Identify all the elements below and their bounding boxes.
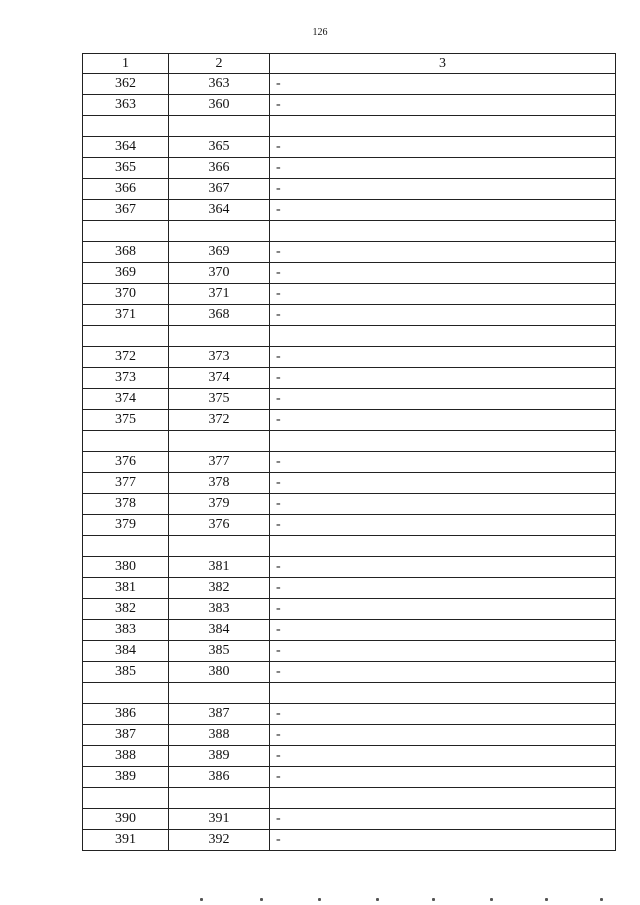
- cell-col-2: 372: [169, 410, 270, 431]
- cell-col-2: 363: [169, 74, 270, 95]
- column-header-1: 1: [83, 54, 169, 74]
- table-row: [83, 158, 616, 179]
- table-row: [83, 326, 616, 347]
- table-row: [83, 410, 616, 431]
- cell-col-2: 384: [169, 620, 270, 641]
- table-row: [83, 347, 616, 368]
- cell-col-3: -: [270, 830, 616, 851]
- table-row: [83, 200, 616, 221]
- cell-col-3: -: [270, 200, 616, 221]
- cell-col-3: -: [270, 347, 616, 368]
- cell-col-1: [83, 536, 169, 557]
- cell-col-2: 373: [169, 347, 270, 368]
- cell-col-3: -: [270, 74, 616, 95]
- cell-col-3: -: [270, 746, 616, 767]
- cell-col-3: [270, 326, 616, 347]
- cell-col-1: 375: [83, 410, 169, 431]
- cell-col-3: -: [270, 494, 616, 515]
- cell-col-1: 372: [83, 347, 169, 368]
- cell-col-3: [270, 116, 616, 137]
- table-row: [83, 620, 616, 641]
- cell-col-1: 371: [83, 305, 169, 326]
- cell-col-1: 365: [83, 158, 169, 179]
- cell-col-2: [169, 536, 270, 557]
- cell-col-3: -: [270, 284, 616, 305]
- table-row: [83, 179, 616, 200]
- cell-col-2: 375: [169, 389, 270, 410]
- cell-col-2: 367: [169, 179, 270, 200]
- cell-col-3: -: [270, 263, 616, 284]
- cell-col-2: 386: [169, 767, 270, 788]
- table-row: [83, 725, 616, 746]
- table-row: [83, 599, 616, 620]
- cell-col-2: 364: [169, 200, 270, 221]
- cell-col-1: 384: [83, 641, 169, 662]
- cell-col-3: -: [270, 620, 616, 641]
- cell-col-3: -: [270, 578, 616, 599]
- cell-col-1: 370: [83, 284, 169, 305]
- cell-col-2: [169, 431, 270, 452]
- table-row: [83, 494, 616, 515]
- footer-scan-marks: [200, 898, 620, 902]
- cell-col-1: 369: [83, 263, 169, 284]
- column-header-3: 3: [270, 54, 616, 74]
- cell-col-1: 377: [83, 473, 169, 494]
- cell-col-2: [169, 326, 270, 347]
- cell-col-2: 360: [169, 95, 270, 116]
- cell-col-3: -: [270, 515, 616, 536]
- cell-col-2: 376: [169, 515, 270, 536]
- cell-col-3: -: [270, 389, 616, 410]
- cell-col-2: [169, 683, 270, 704]
- cell-col-2: 365: [169, 137, 270, 158]
- cell-col-3: -: [270, 473, 616, 494]
- cell-col-2: 374: [169, 368, 270, 389]
- cell-col-2: 371: [169, 284, 270, 305]
- cell-col-3: -: [270, 725, 616, 746]
- cell-col-2: 389: [169, 746, 270, 767]
- table-row: [83, 578, 616, 599]
- table-row: [83, 368, 616, 389]
- cell-col-2: 369: [169, 242, 270, 263]
- cell-col-3: [270, 788, 616, 809]
- table-row: [83, 389, 616, 410]
- cell-col-2: [169, 788, 270, 809]
- cell-col-3: -: [270, 242, 616, 263]
- table-row: [83, 95, 616, 116]
- cell-col-2: 387: [169, 704, 270, 725]
- table-row: [83, 641, 616, 662]
- cell-col-1: 387: [83, 725, 169, 746]
- table-row: [83, 536, 616, 557]
- cell-col-2: 392: [169, 830, 270, 851]
- cell-col-2: 366: [169, 158, 270, 179]
- cell-col-3: -: [270, 410, 616, 431]
- table-row: [83, 305, 616, 326]
- table-row: [83, 263, 616, 284]
- cell-col-1: 385: [83, 662, 169, 683]
- cell-col-2: 381: [169, 557, 270, 578]
- cell-col-1: 391: [83, 830, 169, 851]
- cell-col-1: 376: [83, 452, 169, 473]
- cell-col-1: 389: [83, 767, 169, 788]
- cell-col-3: -: [270, 95, 616, 116]
- cell-col-1: 383: [83, 620, 169, 641]
- cell-col-3: [270, 431, 616, 452]
- cell-col-1: [83, 326, 169, 347]
- cell-col-3: -: [270, 368, 616, 389]
- table-row: [83, 473, 616, 494]
- cell-col-2: 379: [169, 494, 270, 515]
- table-row: [83, 704, 616, 725]
- cell-col-2: 388: [169, 725, 270, 746]
- table-row: [83, 137, 616, 158]
- cell-col-2: 368: [169, 305, 270, 326]
- cell-col-1: 382: [83, 599, 169, 620]
- table-row: [83, 662, 616, 683]
- page-number: 126: [312, 27, 328, 38]
- cell-col-2: 382: [169, 578, 270, 599]
- cell-col-2: 385: [169, 641, 270, 662]
- cell-col-2: 391: [169, 809, 270, 830]
- cell-col-1: [83, 431, 169, 452]
- cell-col-2: [169, 221, 270, 242]
- table-row: [83, 683, 616, 704]
- cell-col-2: [169, 116, 270, 137]
- cell-col-2: 378: [169, 473, 270, 494]
- table-row: [83, 74, 616, 95]
- cell-col-1: 386: [83, 704, 169, 725]
- header-row: [83, 54, 616, 74]
- cell-col-3: -: [270, 704, 616, 725]
- cell-col-3: -: [270, 641, 616, 662]
- table-row: [83, 788, 616, 809]
- table-row: [83, 431, 616, 452]
- table-row: [83, 221, 616, 242]
- cell-col-3: -: [270, 158, 616, 179]
- cell-col-1: 379: [83, 515, 169, 536]
- cell-col-1: [83, 788, 169, 809]
- cell-col-2: 370: [169, 263, 270, 284]
- cell-col-3: -: [270, 137, 616, 158]
- data-table: [82, 53, 616, 851]
- cell-col-3: -: [270, 767, 616, 788]
- cell-col-3: -: [270, 599, 616, 620]
- cell-col-1: 364: [83, 137, 169, 158]
- cell-col-3: -: [270, 452, 616, 473]
- cell-col-3: -: [270, 557, 616, 578]
- table-row: [83, 116, 616, 137]
- cell-col-3: -: [270, 305, 616, 326]
- table-body: [83, 74, 616, 851]
- table-row: [83, 284, 616, 305]
- cell-col-1: [83, 116, 169, 137]
- cell-col-1: 390: [83, 809, 169, 830]
- cell-col-2: 377: [169, 452, 270, 473]
- column-header-2: 2: [169, 54, 270, 74]
- cell-col-3: [270, 536, 616, 557]
- cell-col-2: 380: [169, 662, 270, 683]
- cell-col-1: 380: [83, 557, 169, 578]
- table-row: [83, 557, 616, 578]
- table-row: [83, 746, 616, 767]
- cell-col-1: 363: [83, 95, 169, 116]
- cell-col-1: 388: [83, 746, 169, 767]
- cell-col-1: 378: [83, 494, 169, 515]
- cell-col-2: 383: [169, 599, 270, 620]
- cell-col-3: -: [270, 809, 616, 830]
- cell-col-1: 366: [83, 179, 169, 200]
- table-row: [83, 242, 616, 263]
- cell-col-3: -: [270, 662, 616, 683]
- cell-col-1: 362: [83, 74, 169, 95]
- cell-col-1: 374: [83, 389, 169, 410]
- table-row: [83, 452, 616, 473]
- table-row: [83, 515, 616, 536]
- table-row: [83, 809, 616, 830]
- cell-col-3: [270, 683, 616, 704]
- cell-col-1: 381: [83, 578, 169, 599]
- cell-col-3: -: [270, 179, 616, 200]
- cell-col-1: [83, 683, 169, 704]
- cell-col-1: 373: [83, 368, 169, 389]
- table-row: [83, 767, 616, 788]
- cell-col-1: 367: [83, 200, 169, 221]
- cell-col-1: [83, 221, 169, 242]
- cell-col-3: [270, 221, 616, 242]
- table-header: [83, 54, 616, 74]
- table-row: [83, 830, 616, 851]
- cell-col-1: 368: [83, 242, 169, 263]
